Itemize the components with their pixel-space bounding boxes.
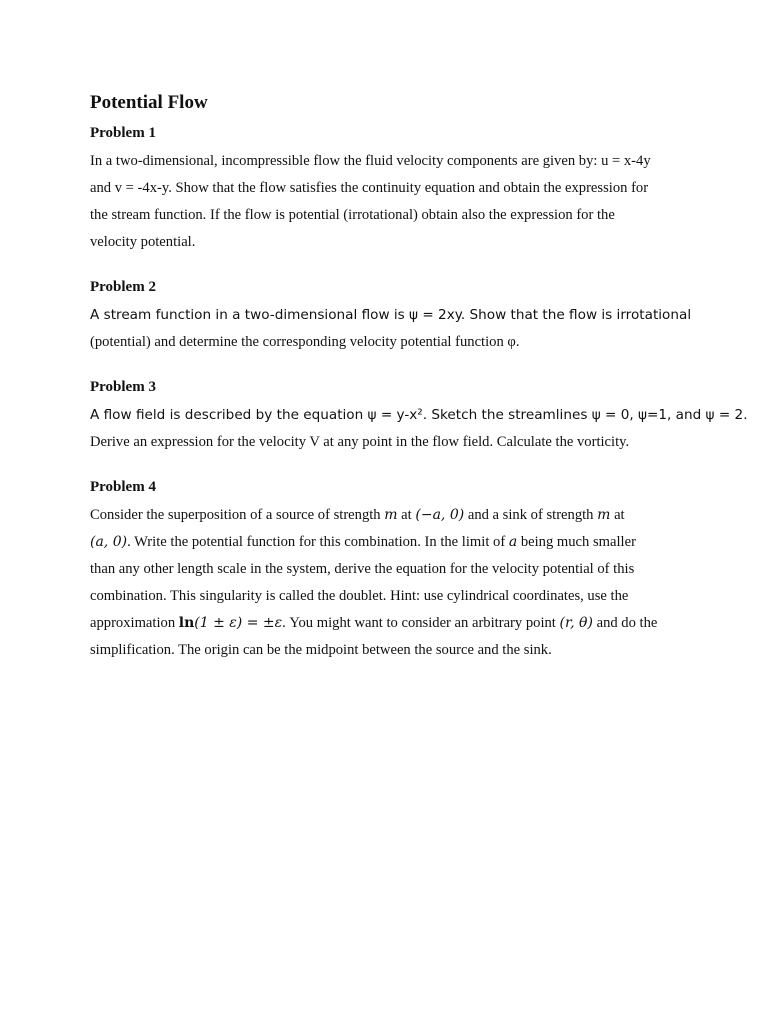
text-segment: at (610, 507, 625, 523)
problem-heading: Problem 1 (90, 125, 156, 141)
math-approximation: (1 ± ε) = ±ε (194, 615, 283, 631)
math-point-source: (−a, 0) (415, 507, 465, 523)
text-segment: being much smaller (517, 534, 636, 550)
problem-text-line: (potential) and determine the corresponding velocity potential function φ. (90, 334, 520, 350)
math-point-sink: (a, 0) (90, 534, 128, 550)
problem-text-line: the stream function. If the flow is potential (irrotational) obtain also the expression for the (90, 207, 615, 223)
text-segment: . You might want to consider an arbitrary point (282, 615, 560, 631)
problem-text-line: In a two-dimensional, incompressible flow the fluid velocity components are given by: u = x-4y (90, 153, 651, 169)
problem-text-line: A stream function in a two-dimensional flow is ψ = 2xy. Show that the flow is irrotational (90, 307, 692, 323)
problem-2 (90, 276, 690, 356)
problem-heading: Problem 2 (90, 279, 156, 295)
math-symbol-m: m (384, 507, 398, 523)
problem-text-line: and v = -4x-y. Show that the flow satisfies the continuity equation and obtain the expression for (90, 180, 649, 196)
problem-heading: Problem 3 (90, 379, 156, 395)
math-symbol-m: m (597, 507, 611, 523)
text-segment: approximation (90, 615, 179, 631)
problem-text-line: velocity potential. (90, 234, 196, 250)
problem-text-line: A flow field is described by the equation ψ = y-x². Sketch the streamlines ψ = 0, ψ=1, and ψ = 2. (90, 407, 748, 423)
text-segment: and do the (592, 615, 658, 631)
problem-text-line (90, 502, 690, 529)
problem-4 (90, 476, 690, 664)
document-title: Potential Flow (90, 92, 208, 113)
problem-text-line: Derive an expression for the velocity V at any point in the flow field. Calculate the vorticity. (90, 434, 630, 450)
text-segment: . Write the potential function for this combination. In the limit of (127, 534, 509, 550)
math-symbol-a: a (508, 534, 518, 550)
problem-text-line (90, 529, 690, 556)
problem-1 (90, 122, 690, 256)
math-ln: ln (178, 615, 195, 631)
problem-text-line: combination. This singularity is called the doublet. Hint: use cylindrical coordinates, use the (90, 588, 629, 604)
text-segment: Consider the superposition of a source of strength (90, 507, 385, 523)
text-segment: at (397, 507, 416, 523)
text-segment: and a sink of strength (464, 507, 598, 523)
problem-text-line: than any other length scale in the system, derive the equation for the velocity potential of this (90, 561, 635, 577)
problem-text-line: simplification. The origin can be the midpoint between the source and the sink. (90, 642, 552, 658)
problem-3 (90, 376, 748, 456)
math-point-r-theta: (r, θ) (559, 615, 593, 631)
problem-heading: Problem 4 (90, 479, 156, 495)
document (90, 88, 748, 684)
problem-text-line (90, 610, 690, 637)
